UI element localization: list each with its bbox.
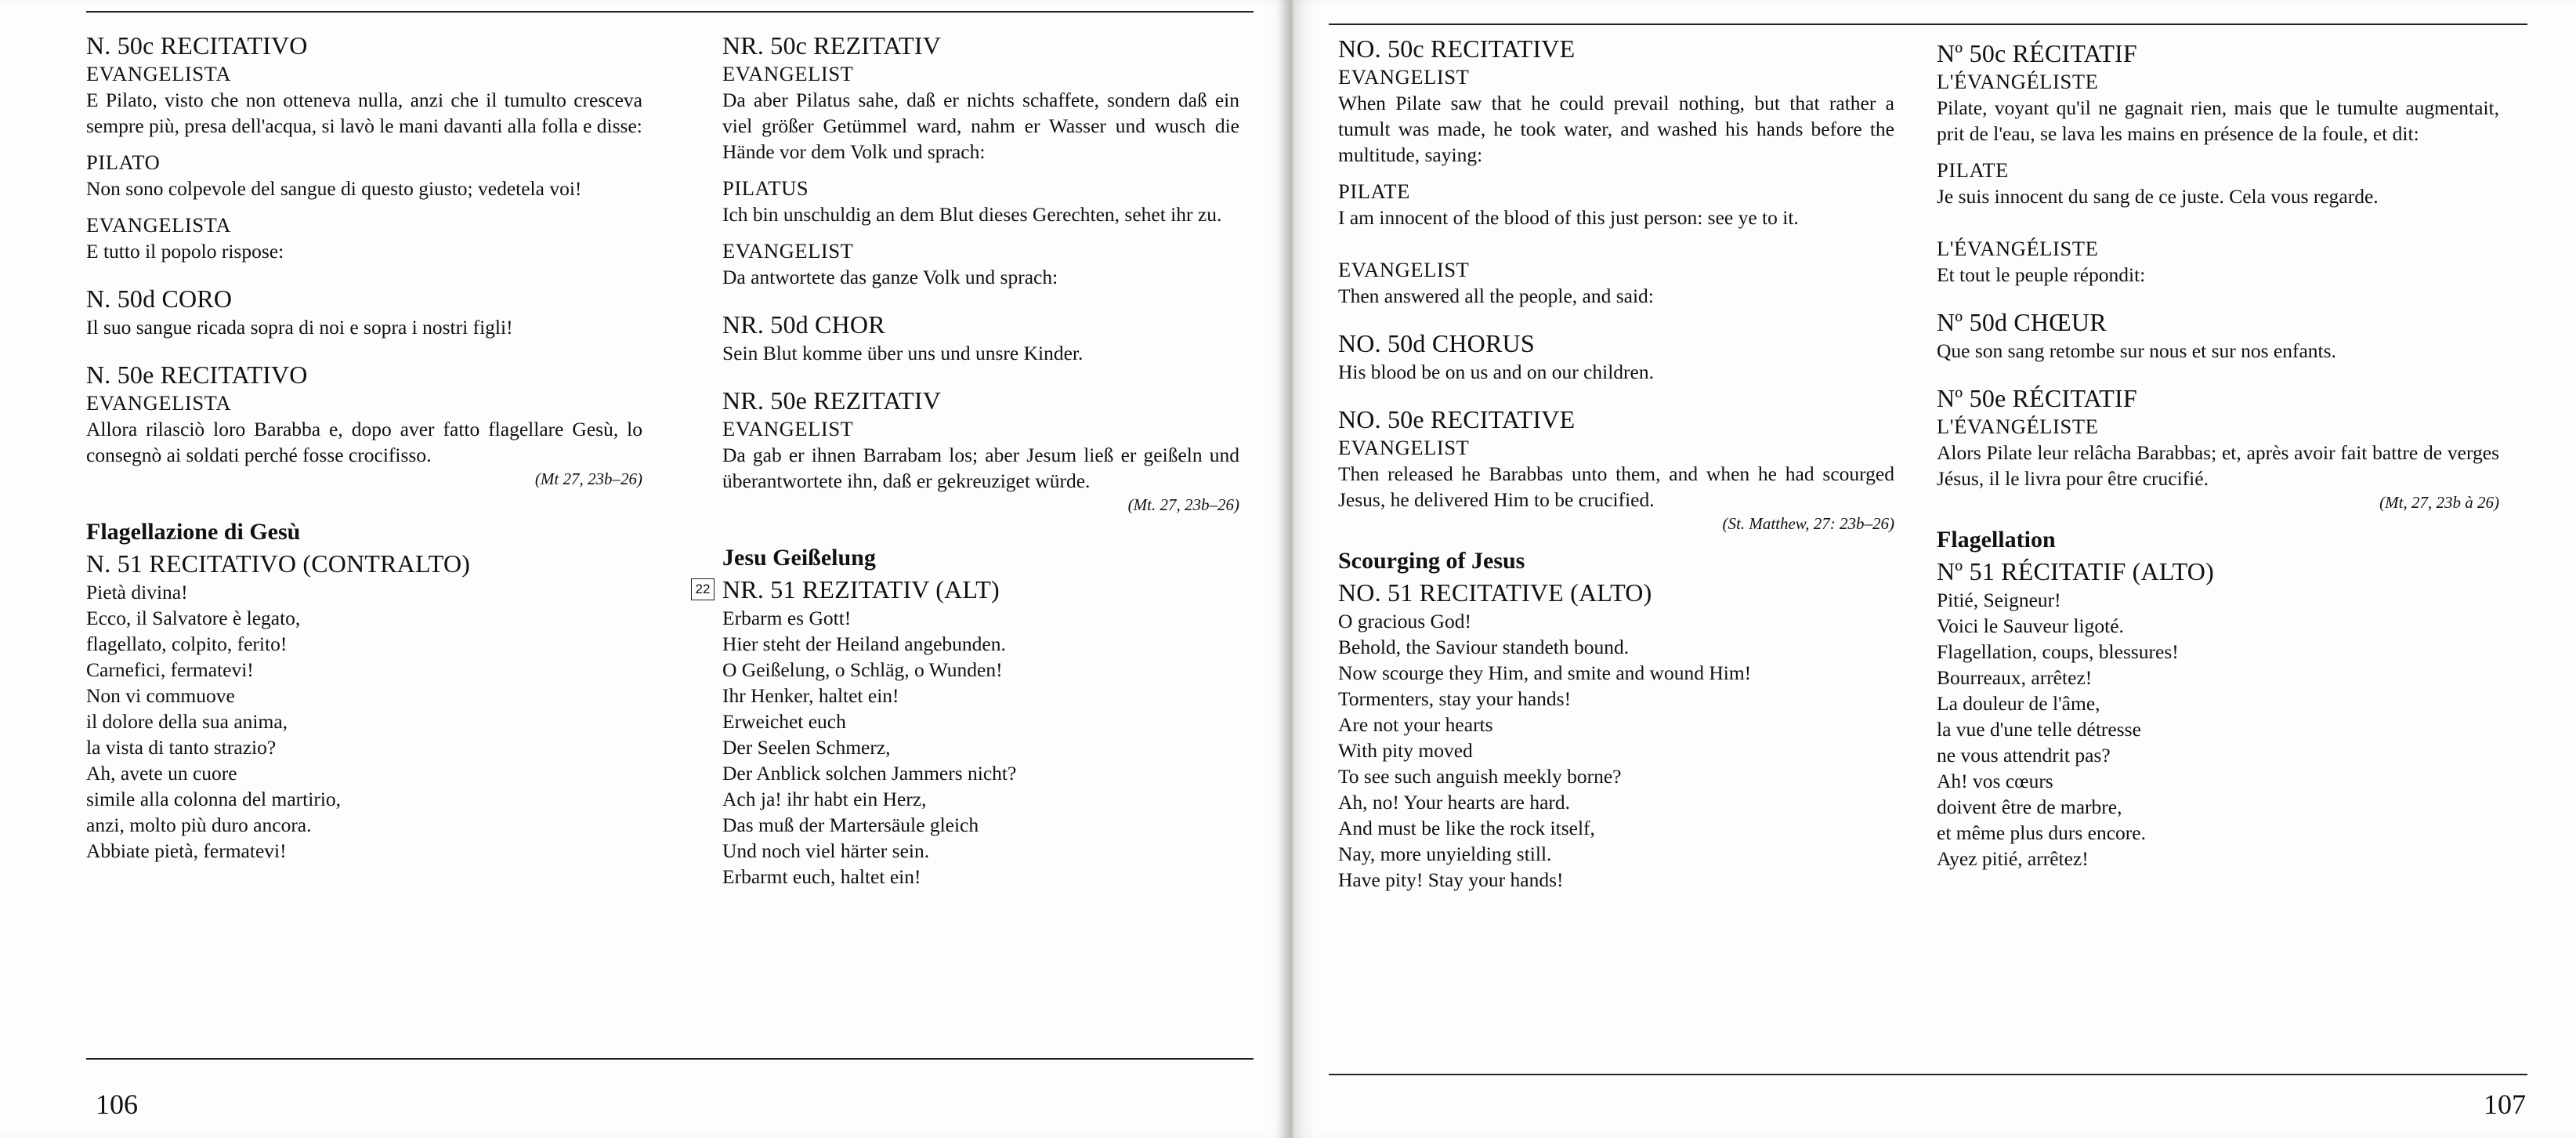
poem-line: Ah! vos cœurs (1937, 770, 2053, 792)
poem-line: And must be like the rock itself, (1338, 817, 1595, 839)
poem-line: To see such anguish meekly borne? (1338, 765, 1622, 788)
poem-line: O Geißelung, o Schläg, o Wunden! (722, 658, 1003, 681)
speaker-label: EVANGELIST (1338, 65, 1470, 89)
poem-line: Das muß der Martersäule gleich (722, 814, 979, 836)
poem-line: Ah, avete un cuore (86, 762, 237, 785)
speaker-label: L'ÉVANGÉLISTE (1937, 70, 2099, 93)
section-heading: NR. 50e REZITATIV (722, 386, 942, 415)
bottom-rule (86, 1058, 1254, 1060)
poem-line: Now scourge they Him, and smite and wound Him! (1338, 661, 1752, 684)
section-heading: NR. 50d CHOR (722, 310, 885, 339)
speaker-label: L'ÉVANGÉLISTE (1937, 237, 2099, 260)
poem-line: Ihr Henker, haltet ein! (722, 684, 899, 707)
right-page (1294, 0, 2576, 1138)
speaker-label: EVANGELISTA (86, 213, 232, 237)
bible-citation: (Mt 27, 23b–26) (534, 469, 642, 488)
lyric-text: Da gab er ihnen Barrabam los; aber Jesum ließ er geißeln und überantwortete ihn, daß er gekreuziget würde. (722, 444, 1239, 492)
speaker-label: EVANGELIST (722, 417, 854, 440)
section-heading: N. 50c RECITATIVO (86, 31, 308, 60)
poem-line: O gracious God! (1338, 610, 1471, 632)
lyric-text: E tutto il popolo rispose: (86, 240, 284, 263)
poem-line: la vista di tanto strazio? (86, 736, 277, 759)
poem-line: Voici le Sauveur ligoté. (1937, 614, 2124, 637)
lyric-text: Pilate, voyant qu'il ne gagnait rien, mais que le tumulte augmentait, prit de l'eau, se lava les mains en présence de la foule, et dit: (1937, 96, 2499, 145)
poem-lines (722, 605, 1239, 890)
poem-lines (1937, 587, 2499, 872)
scene-title: Flagellazione di Gesù (86, 519, 301, 545)
poem-line: Pitié, Seigneur! (1937, 589, 2061, 611)
poem-line: simile alla colonna del martirio, (86, 788, 342, 810)
lyric-text: Then answered all the people, and said: (1338, 284, 1654, 307)
section-heading: NO. 51 RECITATIVE (ALTO) (1338, 578, 1652, 607)
cd-track-number: 22 (691, 578, 715, 600)
top-rule (86, 11, 1254, 13)
poem-line: Nay, more unyielding still. (1338, 843, 1552, 865)
poem-line: la vue d'une telle détresse (1937, 718, 2141, 741)
poem-line: Erbarm es Gott! (722, 607, 852, 629)
section-heading: NO. 50d CHORUS (1338, 329, 1535, 357)
poem-line: et même plus durs encore. (1937, 821, 2146, 844)
bottom-rule (1329, 1074, 2527, 1075)
lyric-text: Then released he Barabbas unto them, and when he had scourged Jesus, he delivered Him to be crucified. (1338, 462, 1894, 511)
speaker-label: EVANGELIST (722, 239, 854, 263)
poem-line: Ah, no! Your hearts are hard. (1338, 791, 1571, 814)
section-heading: Nº 50c RÉCITATIF (1937, 39, 2137, 67)
german-column (695, 30, 1239, 890)
poem-lines (1338, 608, 1894, 893)
lyric-text: Je suis innocent du sang de ce juste. Cela vous regarde. (1937, 185, 2379, 208)
lyric-text: I am innocent of the blood of this just person: see ye to it. (1338, 206, 1799, 229)
poem-line: With pity moved (1338, 739, 1473, 762)
speaker-label: EVANGELIST (1338, 436, 1470, 459)
poem-line: Are not your hearts (1338, 713, 1493, 736)
lyric-text: His blood be on us and on our children. (1338, 361, 1654, 383)
lyric-text: Ich bin unschuldig an dem Blut dieses Gerechten, sehet ihr zu. (722, 203, 1222, 226)
lyric-text: Allora rilasciò loro Barabba e, dopo aver fatto flagellare Gesù, lo consegnò ai soldati perché fosse crocifisso. (86, 418, 642, 466)
poem-line: Ach ja! ihr habt ein Herz, (722, 788, 927, 810)
poem-line: Ayez pitié, arrêtez! (1937, 847, 2089, 870)
speaker-label: PILATO (86, 150, 161, 174)
lyric-text: Que son sang retombe sur nous et sur nos enfants. (1937, 339, 2336, 362)
bible-citation: (Mt. 27, 23b–26) (1127, 495, 1239, 514)
poem-line: anzi, molto più duro ancora. (86, 814, 312, 836)
poem-line: Non vi commuove (86, 684, 235, 707)
section-heading: Nº 50e RÉCITATIF (1937, 384, 2137, 412)
speaker-label: PILATE (1937, 158, 2009, 182)
scene-title: Jesu Geißelung (722, 545, 876, 571)
speaker-label: PILATE (1338, 179, 1410, 203)
lyric-text: Alors Pilate leur relâcha Barabbas; et, après avoir fait battre de verges Jésus, il le livra pour être crucifié. (1937, 441, 2499, 490)
bible-citation: (Mt, 27, 23b à 26) (2379, 493, 2499, 512)
page-number: 106 (96, 1089, 138, 1120)
poem-line: Tormenters, stay your hands! (1338, 687, 1572, 710)
poem-line: Bourreaux, arrêtez! (1937, 666, 2093, 689)
lyric-text: Sein Blut komme über uns und unsre Kinder. (722, 342, 1084, 364)
section-heading: NO. 50c RECITATIVE (1338, 34, 1576, 63)
italian-column (86, 30, 642, 864)
section-heading: NO. 50e RECITATIVE (1338, 405, 1576, 433)
poem-line: Carnefici, fermatevi! (86, 658, 254, 681)
lyric-text: Et tout le peuple répondit: (1937, 263, 2146, 286)
top-rule (1329, 24, 2527, 25)
poem-line: doivent être de marbre, (1937, 796, 2122, 818)
poem-line: ne vous attendrit pas? (1937, 744, 2111, 767)
speaker-label: EVANGELIST (722, 62, 854, 85)
poem-line: Ecco, il Salvatore è legato, (86, 607, 301, 629)
speaker-label: L'ÉVANGÉLISTE (1937, 415, 2099, 438)
poem-line: Abbiate pietà, fermatevi! (86, 839, 287, 862)
english-column (1338, 33, 1894, 893)
speaker-label: EVANGELISTA (86, 391, 232, 415)
poem-line: La douleur de l'âme, (1937, 692, 2100, 715)
poem-line: Behold, the Saviour standeth bound. (1338, 636, 1630, 658)
poem-line: Erweichet euch (722, 710, 846, 733)
scene-title: Flagellation (1937, 527, 2056, 553)
section-heading: N. 50d CORO (86, 284, 233, 313)
poem-line: Hier steht der Heiland angebunden. (722, 632, 1006, 655)
section-heading: NR. 50c REZITATIV (722, 31, 942, 60)
poem-line: flagellato, colpito, ferito! (86, 632, 288, 655)
lyric-text: E Pilato, visto che non otteneva nulla, anzi che il tumulto cresceva sempre più, presa dell'acqua, si lavò le mani davanti alla folla e disse: (86, 89, 642, 137)
section-heading: Nº 51 RÉCITATIF (ALTO) (1937, 557, 2214, 585)
section-heading: Nº 50d CHŒUR (1937, 308, 2107, 336)
lyric-text: When Pilate saw that he could prevail nothing, but that rather a tumult was made, he took water, and washed his hands before the multitude, saying: (1338, 92, 1894, 166)
poem-lines (86, 579, 642, 864)
section-heading: NR. 51 REZITATIV (ALT) (722, 575, 1000, 603)
section-heading: N. 51 RECITATIVO (CONTRALTO) (86, 549, 471, 578)
speaker-label: PILATUS (722, 176, 809, 200)
poem-line: Have pity! Stay your hands! (1338, 868, 1564, 891)
bible-citation: (St. Matthew, 27: 23b–26) (1722, 514, 1894, 533)
speaker-label: EVANGELIST (1338, 258, 1470, 281)
lyric-text: Non sono colpevole del sangue di questo giusto; vedetela voi! (86, 177, 582, 200)
scene-title: Scourging of Jesus (1338, 548, 1525, 574)
poem-line: il dolore della sua anima, (86, 710, 288, 733)
lyric-text: Da aber Pilatus sahe, daß er nichts schaffete, sondern daß ein viel größer Getümmel ward, nahm er Wasser und wusch die Hände vor dem Volk und sprach: (722, 89, 1239, 163)
lyric-text: Da antwortete das ganze Volk und sprach: (722, 266, 1058, 288)
poem-line: Der Anblick solchen Jammers nicht? (722, 762, 1017, 785)
poem-line: Und noch viel härter sein. (722, 839, 930, 862)
french-column (1937, 38, 2499, 872)
poem-line: Erbarmt euch, haltet ein! (722, 865, 921, 888)
speaker-label: EVANGELISTA (86, 62, 232, 85)
lyric-text: Il suo sangue ricada sopra di noi e sopra i nostri figli! (86, 316, 513, 339)
poem-line: Der Seelen Schmerz, (722, 736, 891, 759)
page-number: 107 (2484, 1089, 2526, 1120)
poem-line: Pietà divina! (86, 581, 188, 603)
poem-line: Flagellation, coups, blessures! (1937, 640, 2179, 663)
section-heading: N. 50e RECITATIVO (86, 361, 308, 389)
